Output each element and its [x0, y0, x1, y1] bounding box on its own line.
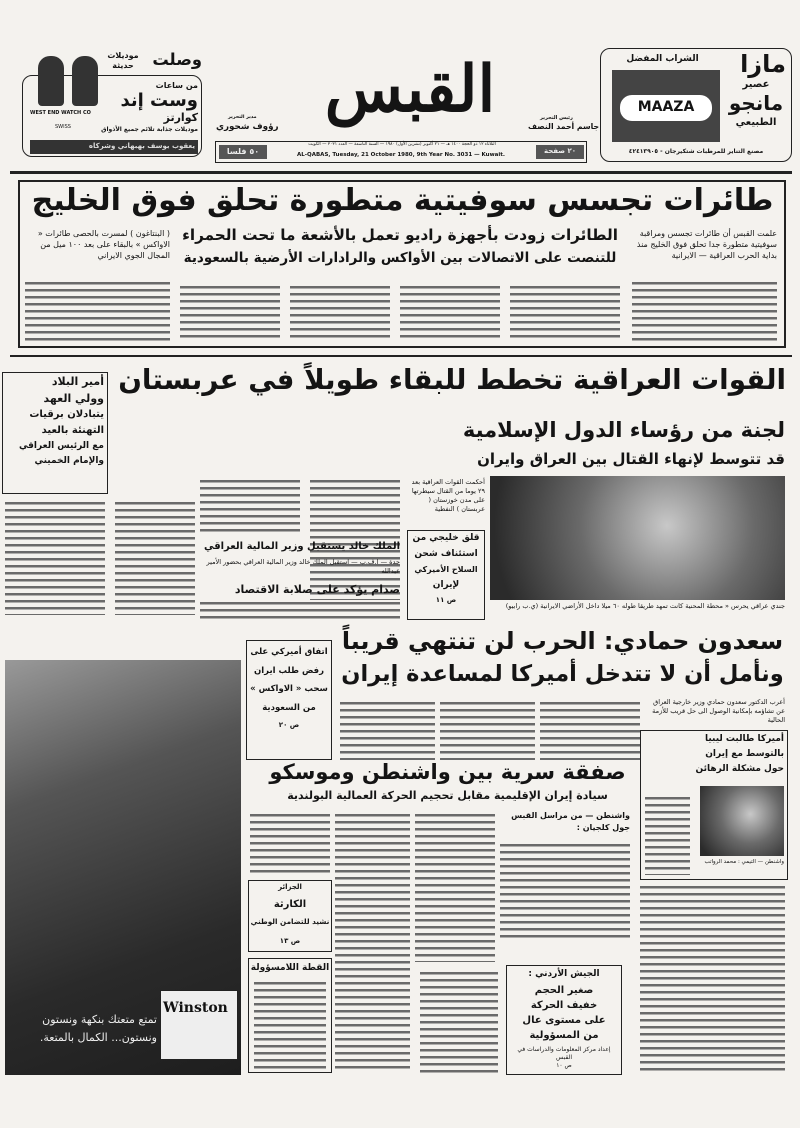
- disaster-title: الكارثة: [273, 899, 307, 910]
- ad-right-natural: الطبيعي: [735, 117, 777, 128]
- story3-headline1: سعدون حمادي: الحرب لن تنتهي قريباً: [341, 627, 784, 655]
- story2-col: [115, 500, 195, 615]
- box-libya-text: [690, 735, 784, 774]
- libya-line: حول مشكلة الرهائن: [695, 764, 784, 774]
- ad-left-swiss: SWISS: [55, 124, 71, 130]
- amir-line: والإمام الخميني: [34, 456, 104, 466]
- story3-col: [440, 700, 535, 760]
- chief-editor-label: رئيس التحرير: [540, 115, 573, 121]
- watch-icon: [38, 56, 64, 106]
- us-line: اتفاق أميركي على: [250, 647, 328, 657]
- page-ref: ص ١٠: [556, 1062, 572, 1069]
- ad-right-logo: MAAZA: [620, 95, 712, 121]
- libya-caption: واشنطن — التيمي : محمد الرواتب: [704, 859, 784, 865]
- story4-col: [415, 812, 495, 962]
- amir-line: يتبادلان برقيات: [29, 409, 104, 420]
- photo-iraqi-soldier: [490, 476, 785, 600]
- box-jordan-text: [510, 970, 618, 1069]
- winston-brand: Winston: [163, 1000, 228, 1016]
- story4-sub: سيادة إيران الإقليمية مقابل تحجيم الحركة العمالية البولندية: [287, 789, 608, 802]
- amir-line: أمير البلاد: [51, 375, 104, 388]
- page-ref: ص ١١: [435, 596, 457, 604]
- us-line: سحب « الاواكس »: [250, 684, 328, 694]
- libya-line: أميركا طالبت ليبيا: [704, 734, 784, 744]
- gulf-line: قلق خليجي من: [412, 533, 480, 543]
- story1-col: [25, 280, 170, 342]
- story3-lead: أعرب الدكتور سعدون حمادي وزير خارجية العراق عن تشاؤمه بإمكانية الوصول الى حل قريب للأزمة الحالية: [652, 698, 785, 724]
- disaster-sub: نشيد للتضامن الوطني: [250, 917, 330, 926]
- story2-col: [200, 478, 300, 534]
- managing-editor: رؤوف شحوري: [216, 122, 279, 132]
- box-us-text: [249, 648, 329, 729]
- price-left: ٥٠ فلسا: [219, 145, 267, 159]
- ad-left-headline: وصلت: [152, 50, 202, 69]
- gulf-line: لإيران: [432, 580, 460, 590]
- logo: القبس: [324, 52, 496, 127]
- story1-left-col: ( البنتاغون ) لمسرت بالحصى طائرات « الاواكس » بالبقاء على بعد ١٠٠ ميل من المجال الجوي الايراني: [37, 229, 170, 260]
- ad-left-tagline: موديلات جذابة تلائم جميع الأذواق: [101, 126, 198, 133]
- ad-left-logo: WEST END WATCH CO: [30, 110, 91, 116]
- jordan-line: الجيش الأردني :: [528, 969, 600, 979]
- photo-official: [700, 786, 784, 856]
- dateline-arabic: الثلاثاء ١٢ ذو الحجة ١٤٠٠ هـ — ٢١ أكتوبر (تشرين الأول) ١٩٨٠ — السنة التاسعة — العدد ٣٠٣١ — الكويت: [308, 142, 496, 147]
- winston-line2: ونستون... الكمال بالمتعة.: [39, 1031, 157, 1044]
- story4-col: [420, 970, 498, 1075]
- ad-left-sub: موديلات حديثة: [107, 51, 139, 70]
- ad-right-factory: مصنع التناير للمرطبات شتكيرجان - ٤٢٤١٣٩٠٥: [628, 148, 764, 155]
- watch-icon: [72, 56, 98, 106]
- box-amir-text: [8, 376, 104, 466]
- story4-byline: واشنطن — من مراسل القبس جول كلجيان :: [511, 811, 630, 832]
- story1-col: [510, 284, 620, 342]
- amir-line: وولي العهد: [43, 392, 104, 405]
- brief2-text: [200, 600, 400, 622]
- gulf-line: السلاح الأميركي: [414, 565, 478, 574]
- jordan-line: صغير الحجم: [534, 985, 594, 996]
- story3-col: [645, 795, 690, 875]
- story4-col: [250, 812, 330, 876]
- jordan-line: خفيف الحركة: [530, 1000, 598, 1011]
- story3-col: [640, 884, 785, 1075]
- story2-sub1: لجنة من رؤساء الدول الإسلامية: [462, 418, 785, 442]
- story3-col: [340, 700, 435, 760]
- cat-text: [254, 980, 326, 1070]
- brief1-headline: الملك خالد يستقبل وزير المالية العراقي: [203, 541, 400, 552]
- dateline-english: AL-QABAS, Tuesday, 21 October 1980, 9th Year No. 3031 — Kuwait.: [297, 152, 505, 158]
- us-line: رفض طلب ايران: [253, 665, 324, 676]
- jordan-credit: إعداد مركز المعلومات والدراسات في القبس: [517, 1046, 611, 1061]
- brief1-text: جدة — ا.ف.ب — استقبل الملك خالد وزير المالية العراقي بحضور الأمير عبدالله: [206, 558, 400, 575]
- box-gulf-text: [410, 534, 482, 604]
- story2-col: [5, 500, 105, 615]
- ad-left-footer: يعقوب بوسف بهبهاني وشركاه: [30, 140, 198, 154]
- ad-right-drink: الشراب المفضل: [626, 54, 699, 64]
- ad-left-brand: وست إند: [120, 90, 198, 111]
- jordan-line: من المسؤولية: [529, 1030, 599, 1041]
- photo-caption: جندي عراقي يحرس « محطة المحنية كانت تمهد طريقا طوله ٦٠ ميلا داخل الأراضي الايرانية (ي.ب رابيو): [505, 602, 785, 610]
- story4-col: [335, 812, 410, 1072]
- story1-col: [180, 284, 280, 342]
- ad-right-mango: مانجو: [728, 91, 784, 115]
- story2-sub2: قد تتوسط لإنهاء القتال بين العراق وايران: [477, 450, 785, 468]
- ad-right-juice: عصير: [742, 79, 770, 90]
- story1-col: [290, 284, 390, 342]
- ad-left-brand2: كوارتز: [163, 111, 198, 124]
- story2-headline: القوات العراقية تخطط للبقاء طويلاً في عربستان: [118, 363, 786, 396]
- gulf-line: استئناف شحن: [414, 549, 478, 559]
- amir-line: مع الرئيس العراقي: [18, 441, 104, 451]
- story1-sub1: الطائرات زودت بأجهزة راديو تعمل بالأشعة ما تحت الحمراء: [182, 226, 618, 244]
- cat-title: القطة اللامسؤولة: [250, 963, 330, 973]
- story4-col: [500, 842, 630, 940]
- story3-headline2: ونأمل أن لا تتدخل أميركا لمساعدة إيران: [341, 661, 784, 687]
- editor-label: مدير التحرير: [228, 115, 257, 120]
- page-ref: ص ٢٠: [278, 721, 300, 729]
- disaster-tag: الجزائر: [278, 883, 302, 891]
- story1-headline: طائرات تجسس سوفيتية متطورة تحلق فوق الخليج: [31, 183, 774, 218]
- story4-headline: صفقة سرية بين واشنطن وموسكو: [269, 760, 626, 784]
- story1-col: [632, 280, 777, 342]
- chief-editor: جاسم أحمد النصف: [528, 122, 600, 131]
- brief2-headline: صدام يؤكد على صلابة الاقتصاد: [234, 583, 400, 596]
- page-ref: ص ١٣: [279, 937, 301, 945]
- price-right: ٢٠ صفحة: [536, 145, 584, 159]
- section-rule: [10, 355, 792, 357]
- amir-line: التهنئة بالعيد: [41, 425, 104, 436]
- ad-right-brand: مازا: [740, 50, 786, 78]
- story1-col: [400, 284, 500, 342]
- story1-sub2: للتنصت على الاتصالات بين الأواكس والرادارات الأرضية بالسعودية: [183, 250, 617, 266]
- masthead-rule: [10, 171, 792, 174]
- jordan-line: على مستوى عال: [522, 1015, 606, 1026]
- story2-lead: أحكمت القوات العراقية بعد ٢٩ يوما من القتال سيطرتها على مدن خوزستان ( عربستان ) النفطية: [411, 478, 485, 513]
- story3-col: [540, 700, 640, 760]
- ad-left-from: من ساعات: [155, 81, 198, 90]
- libya-line: بالتوسط مع إيران: [705, 749, 784, 759]
- story1-lead: علمت القبس أن طائرات تجسس ومراقبة سوفيتية متطورة جدا تحلق فوق الخليج منذ بداية الحرب العراقية — الايرانية: [636, 229, 777, 260]
- us-line: من السعودية: [262, 702, 316, 713]
- winston-line1: تمتع متعتك بنكهة ونستون: [42, 1013, 157, 1026]
